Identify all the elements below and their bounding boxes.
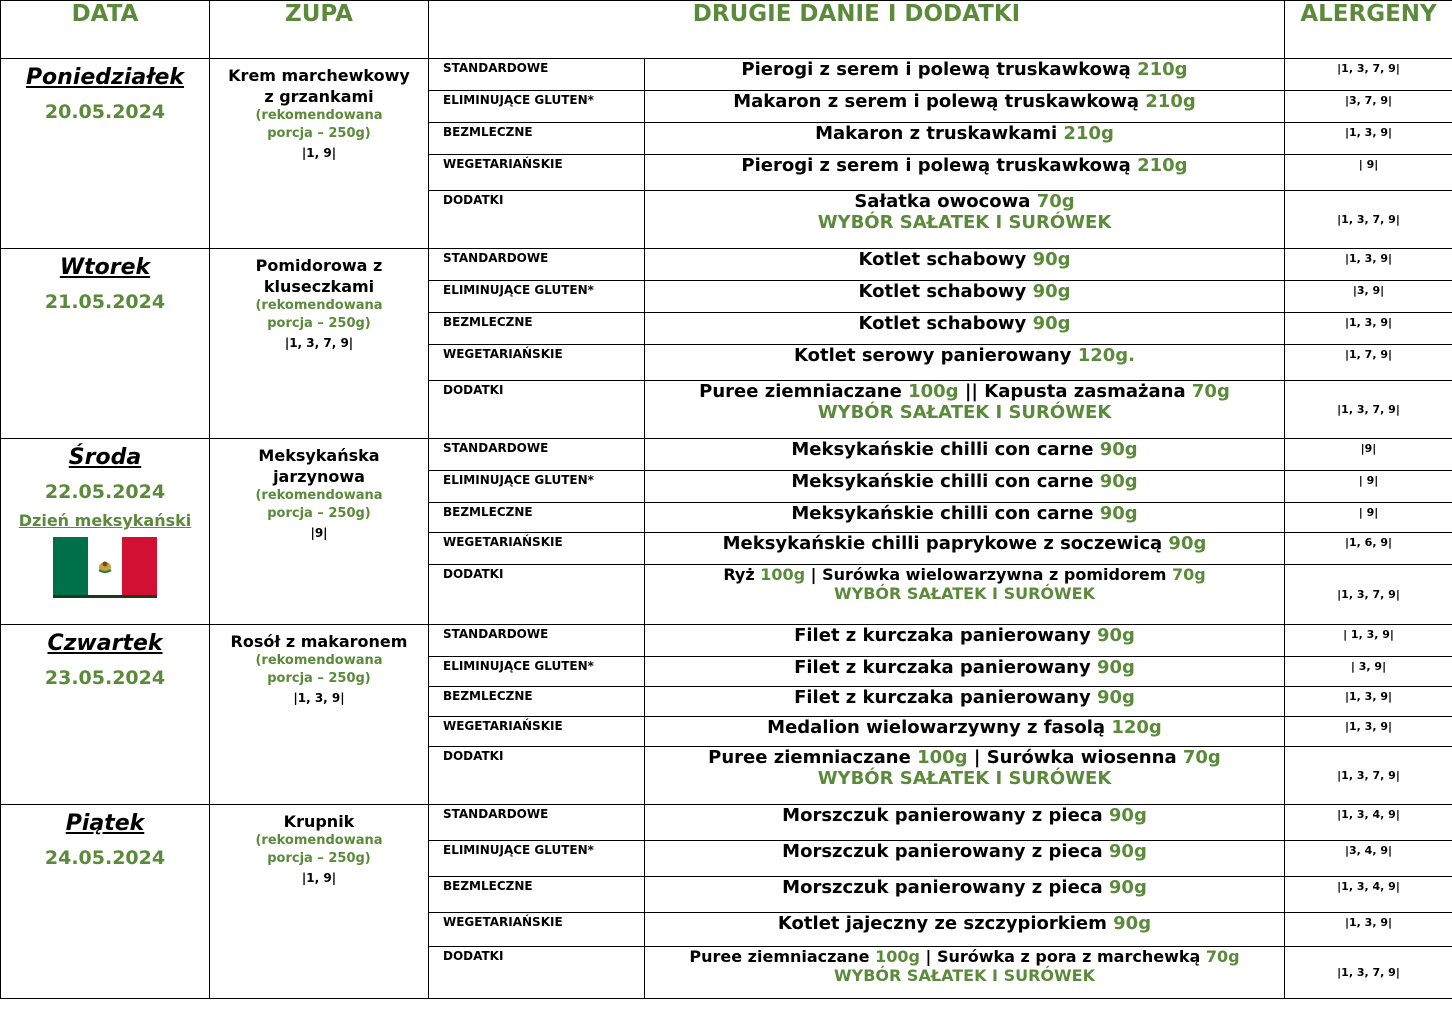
- soup-name: Krupnik: [283, 812, 355, 831]
- diet-category: WEGETARIAŃSKIE: [429, 913, 645, 947]
- dish-allergens: | 9|: [1285, 471, 1452, 503]
- dish-weight: 90g: [1096, 657, 1135, 678]
- dish-cell: [645, 747, 1285, 805]
- soup-name: Krem marchewkowy z grzankami: [228, 66, 410, 106]
- mexico-flag-icon: [53, 537, 157, 598]
- dish-allergens: |1, 3, 9|: [1285, 717, 1452, 747]
- dish-allergens: | 3, 9|: [1285, 657, 1452, 687]
- diet-category: WEGETARIAŃSKIE: [429, 345, 645, 381]
- side-weight-b: 70g: [1191, 381, 1230, 402]
- dish-allergens: |1, 7, 9|: [1285, 345, 1452, 381]
- menu-row: [1, 249, 1452, 281]
- dish-allergens: |1, 3, 7, 9|: [1285, 747, 1452, 805]
- diet-category: STANDARDOWE: [429, 249, 645, 281]
- diet-category: ELIMINUJĄCE GLUTEN*: [429, 91, 645, 123]
- dish-name: Morszczuk panierowany z pieca: [782, 877, 1103, 898]
- side-dish-b: Surówka z pora z marchewką: [936, 947, 1201, 966]
- dish-cell: [645, 281, 1285, 313]
- soup-portion: (rekomendowana porcja – 250g): [255, 488, 383, 521]
- dish-weight: 90g: [1113, 913, 1152, 934]
- dish-cell: [645, 91, 1285, 123]
- soup-allergens: |1, 3, 7, 9|: [284, 336, 354, 350]
- side-separator: |: [925, 947, 932, 966]
- dish-name: Pierogi z serem i polewą truskawkową: [741, 155, 1131, 176]
- dish-weight: 90g: [1032, 281, 1071, 302]
- dish-name: Meksykańskie chilli con carne: [791, 439, 1094, 460]
- diet-category: BEZMLECZNE: [429, 687, 645, 717]
- side-dish-a: Ryż: [723, 565, 755, 584]
- dish-weight: 210g: [1145, 91, 1196, 112]
- dish-cell: [645, 565, 1285, 625]
- diet-category: STANDARDOWE: [429, 625, 645, 657]
- day-date: 21.05.2024: [44, 291, 166, 313]
- dish-cell: [645, 191, 1285, 249]
- dish-cell: [645, 123, 1285, 155]
- dish-allergens: |1, 3, 7, 9|: [1285, 191, 1452, 249]
- soup-cell: [210, 439, 429, 625]
- dish-cell: [645, 533, 1285, 565]
- dish-allergens: |1, 3, 7, 9|: [1285, 947, 1452, 999]
- dish-allergens: | 1, 3, 9|: [1285, 625, 1452, 657]
- dish-allergens: | 9|: [1285, 503, 1452, 533]
- dish-name: Kotlet schabowy: [858, 313, 1027, 334]
- diet-category: ELIMINUJĄCE GLUTEN*: [429, 471, 645, 503]
- soup-portion: (rekomendowana porcja – 250g): [255, 298, 383, 331]
- dish-allergens: |1, 3, 9|: [1285, 249, 1452, 281]
- soup-cell: [210, 625, 429, 805]
- header-soup: ZUPA: [210, 1, 429, 59]
- dish-cell: [645, 313, 1285, 345]
- dish-allergens: |1, 3, 9|: [1285, 123, 1452, 155]
- dish-cell: [645, 59, 1285, 91]
- header-row: [1, 1, 1452, 59]
- diet-category: BEZMLECZNE: [429, 313, 645, 345]
- dish-name: Medalion wielowarzywny z fasolą: [767, 717, 1106, 738]
- dish-name: Makaron z truskawkami: [815, 123, 1058, 144]
- dish-cell: [645, 625, 1285, 657]
- salad-choice-label: WYBÓR SAŁATEK I SURÓWEK: [817, 768, 1112, 789]
- side-dish-b: Kapusta zasmażana: [984, 381, 1186, 402]
- dish-cell: [645, 841, 1285, 877]
- dish-weight: 90g: [1096, 687, 1135, 708]
- dish-cell: [645, 471, 1285, 503]
- dish-cell: [645, 947, 1285, 999]
- diet-category: STANDARDOWE: [429, 805, 645, 841]
- dish-name: Meksykańskie chilli paprykowe z soczewicą: [722, 533, 1163, 554]
- dish-weight: 90g: [1168, 533, 1207, 554]
- dish-cell: [645, 877, 1285, 913]
- dish-cell: [645, 439, 1285, 471]
- soup-portion: (rekomendowana porcja – 250g): [255, 653, 383, 686]
- dish-name: Morszczuk panierowany z pieca: [782, 805, 1103, 826]
- dish-weight: 210g: [1137, 59, 1188, 80]
- dish-weight: 70g: [1036, 191, 1075, 212]
- dish-allergens: |1, 3, 9|: [1285, 313, 1452, 345]
- side-weight-b: 70g: [1182, 747, 1221, 768]
- diet-category: DODATKI: [429, 565, 645, 625]
- dish-name: Sałatka owocowa: [854, 191, 1031, 212]
- dish-allergens: |3, 4, 9|: [1285, 841, 1452, 877]
- dish-weight: 90g: [1108, 841, 1147, 862]
- diet-category: WEGETARIAŃSKIE: [429, 155, 645, 191]
- dish-cell: [645, 805, 1285, 841]
- side-dish-b: Surówka wielowarzywna z pomidorem: [822, 565, 1167, 584]
- dish-cell: [645, 249, 1285, 281]
- diet-category: ELIMINUJĄCE GLUTEN*: [429, 657, 645, 687]
- day-name: Czwartek: [47, 631, 163, 656]
- soup-allergens: |1, 9|: [301, 146, 337, 160]
- soup-allergens: |1, 9|: [301, 871, 337, 885]
- salad-choice-label: WYBÓR SAŁATEK I SURÓWEK: [817, 402, 1112, 423]
- dish-name: Meksykańskie chilli con carne: [791, 471, 1094, 492]
- dish-allergens: |1, 3, 7, 9|: [1285, 59, 1452, 91]
- salad-choice-label: WYBÓR SAŁATEK I SURÓWEK: [834, 966, 1095, 985]
- soup-portion: (rekomendowana porcja – 250g): [255, 108, 383, 141]
- header-date: DATA: [1, 1, 210, 59]
- dish-allergens: |3, 7, 9|: [1285, 91, 1452, 123]
- dish-allergens: |1, 3, 7, 9|: [1285, 565, 1452, 625]
- day-date: 23.05.2024: [44, 667, 166, 689]
- soup-name: Pomidorowa z kluseczkami: [255, 256, 383, 296]
- dish-cell: [645, 657, 1285, 687]
- dish-weight: 90g: [1108, 805, 1147, 826]
- diet-category: DODATKI: [429, 947, 645, 999]
- day-name: Piątek: [65, 811, 145, 836]
- menu-body: [1, 59, 1452, 999]
- soup-allergens: |1, 3, 9|: [293, 691, 345, 705]
- salad-choice-label: WYBÓR SAŁATEK I SURÓWEK: [834, 584, 1095, 603]
- dish-weight: 90g: [1096, 625, 1135, 646]
- diet-category: BEZMLECZNE: [429, 877, 645, 913]
- header-allergens: ALERGENY: [1285, 1, 1452, 59]
- dish-weight: 90g: [1032, 249, 1071, 270]
- day-cell: [1, 249, 210, 439]
- header-main-course: DRUGIE DANIE I DODATKI: [429, 1, 1285, 59]
- day-name: Poniedziałek: [25, 65, 185, 90]
- diet-category: BEZMLECZNE: [429, 503, 645, 533]
- side-weight-a: 100g: [917, 747, 968, 768]
- soup-cell: [210, 59, 429, 249]
- diet-category: ELIMINUJĄCE GLUTEN*: [429, 281, 645, 313]
- dish-name: Kotlet serowy panierowany: [793, 345, 1072, 366]
- day-cell: [1, 805, 210, 999]
- dish-cell: [645, 717, 1285, 747]
- side-weight-a: 100g: [875, 947, 920, 966]
- day-cell: [1, 439, 210, 625]
- dish-weight: 90g: [1099, 503, 1138, 524]
- dish-weight: 90g: [1099, 439, 1138, 460]
- side-separator: |: [810, 565, 817, 584]
- dish-allergens: |3, 9|: [1285, 281, 1452, 313]
- dish-name: Filet z kurczaka panierowany: [794, 687, 1091, 708]
- dish-weight: 210g: [1137, 155, 1188, 176]
- side-weight-a: 100g: [908, 381, 959, 402]
- diet-category: DODATKI: [429, 381, 645, 439]
- diet-category: DODATKI: [429, 747, 645, 805]
- day-date: 22.05.2024: [44, 481, 166, 503]
- day-name: Wtorek: [59, 255, 151, 280]
- side-dish-a: Puree ziemniaczane: [689, 947, 870, 966]
- side-dish-a: Puree ziemniaczane: [708, 747, 911, 768]
- dish-name: Kotlet schabowy: [858, 281, 1027, 302]
- dish-cell: [645, 155, 1285, 191]
- soup-allergens: |9|: [310, 526, 328, 540]
- dish-weight: 90g: [1032, 313, 1071, 334]
- dish-name: Kotlet schabowy: [858, 249, 1027, 270]
- dish-cell: [645, 345, 1285, 381]
- menu-row: [1, 805, 1452, 841]
- day-cell: [1, 625, 210, 805]
- dish-allergens: |1, 3, 4, 9|: [1285, 877, 1452, 913]
- soup-name: Meksykańska jarzynowa: [258, 446, 380, 486]
- diet-category: STANDARDOWE: [429, 439, 645, 471]
- soup-cell: [210, 805, 429, 999]
- dish-name: Pierogi z serem i polewą truskawkową: [741, 59, 1131, 80]
- side-separator: |: [973, 747, 981, 768]
- side-weight-a: 100g: [760, 565, 806, 584]
- dish-name: Filet z kurczaka panierowany: [794, 657, 1091, 678]
- dish-allergens: |1, 3, 7, 9|: [1285, 381, 1452, 439]
- menu-row: [1, 59, 1452, 91]
- side-weight-b: 70g: [1205, 947, 1240, 966]
- diet-category: WEGETARIAŃSKIE: [429, 717, 645, 747]
- salad-choice-label: WYBÓR SAŁATEK I SURÓWEK: [817, 212, 1112, 233]
- day-name: Środa: [68, 445, 142, 470]
- dish-name: Filet z kurczaka panierowany: [794, 625, 1091, 646]
- side-separator: ||: [964, 381, 978, 402]
- dish-cell: [645, 503, 1285, 533]
- menu-row: [1, 625, 1452, 657]
- side-weight-b: 70g: [1171, 565, 1206, 584]
- dish-cell: [645, 913, 1285, 947]
- diet-category: BEZMLECZNE: [429, 123, 645, 155]
- dish-weight: 120g: [1111, 717, 1162, 738]
- diet-category: STANDARDOWE: [429, 59, 645, 91]
- dish-weight: 210g: [1063, 123, 1114, 144]
- soup-cell: [210, 249, 429, 439]
- dish-name: Makaron z serem i polewą truskawkową: [733, 91, 1139, 112]
- dish-allergens: |1, 3, 9|: [1285, 687, 1452, 717]
- dish-name: Meksykańskie chilli con carne: [791, 503, 1094, 524]
- diet-category: WEGETARIAŃSKIE: [429, 533, 645, 565]
- dish-cell: [645, 687, 1285, 717]
- side-dish-a: Puree ziemniaczane: [699, 381, 902, 402]
- dish-allergens: |1, 3, 9|: [1285, 913, 1452, 947]
- day-special-label: Dzień meksykański: [18, 511, 192, 530]
- diet-category: DODATKI: [429, 191, 645, 249]
- dish-allergens: |1, 6, 9|: [1285, 533, 1452, 565]
- side-dish-b: Surówka wiosenna: [986, 747, 1177, 768]
- diet-category: ELIMINUJĄCE GLUTEN*: [429, 841, 645, 877]
- dish-allergens: |9|: [1285, 439, 1452, 471]
- dish-allergens: | 9|: [1285, 155, 1452, 191]
- dish-weight: 90g: [1108, 877, 1147, 898]
- soup-name: Rosół z makaronem: [230, 632, 408, 651]
- day-cell: [1, 59, 210, 249]
- soup-portion: (rekomendowana porcja – 250g): [255, 833, 383, 866]
- dish-cell: [645, 381, 1285, 439]
- dish-weight: 120g.: [1077, 345, 1135, 366]
- dish-name: Morszczuk panierowany z pieca: [782, 841, 1103, 862]
- day-date: 20.05.2024: [44, 101, 166, 123]
- dish-weight: 90g: [1099, 471, 1138, 492]
- day-date: 24.05.2024: [44, 847, 166, 869]
- dish-name: Kotlet jajeczny ze szczypiorkiem: [777, 913, 1107, 934]
- menu-row: [1, 439, 1452, 471]
- dish-allergens: |1, 3, 4, 9|: [1285, 805, 1452, 841]
